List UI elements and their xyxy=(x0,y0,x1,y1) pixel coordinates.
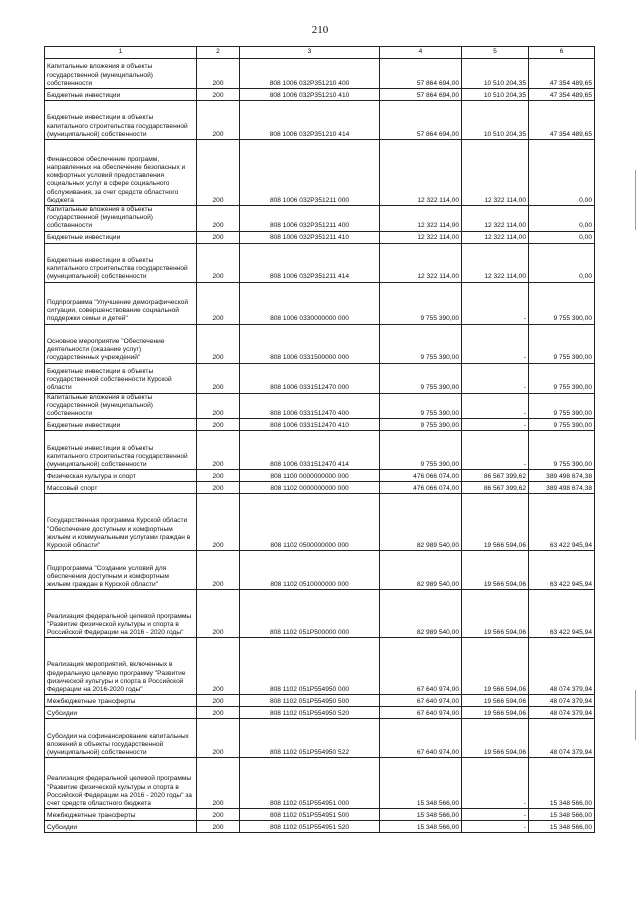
budget-code-cell: 808 1102 051P554950 500 xyxy=(240,695,380,707)
indicator-cell: 200 xyxy=(197,758,240,809)
indicator-cell: 200 xyxy=(197,590,240,638)
name-cell: Реализация федеральной целевой программы "Развитие физической культуры и спорта в Российской Федерации на 2016 - 2020 годы" xyxy=(45,590,197,638)
indicator-cell: 200 xyxy=(197,431,240,470)
indicator-cell: 200 xyxy=(197,821,240,833)
remaining-amount-cell: 9 755 390,00 xyxy=(529,363,595,393)
approved-amount-cell: 67 640 974,00 xyxy=(380,707,462,719)
approved-amount-cell: 12 322 114,00 xyxy=(380,206,462,232)
indicator-cell: 200 xyxy=(197,231,240,243)
approved-amount-cell: 67 640 974,00 xyxy=(380,695,462,707)
name-cell: Финансовое обеспечение программ, направленных на обеспечение безопасных и комфортных условий предоставления социальных услуг в сфере социального обслуживания, за счет средств областного бюджета xyxy=(45,140,197,206)
indicator-cell: 200 xyxy=(197,719,240,758)
executed-amount-cell: 10 510 204,35 xyxy=(462,59,529,89)
budget-table xyxy=(44,46,595,833)
name-cell: Реализация мероприятий, включенных в федеральную целевую программу "Развитие физической культуры и спорта в Российской Федерации на 2016-2020 годы" xyxy=(45,638,197,695)
approved-amount-cell: 57 864 694,00 xyxy=(380,89,462,101)
approved-amount-cell: 15 348 566,00 xyxy=(380,758,462,809)
approved-amount-cell: 9 755 390,00 xyxy=(380,324,462,363)
indicator-cell: 200 xyxy=(197,282,240,324)
remaining-amount-cell: 15 348 566,00 xyxy=(529,758,595,809)
name-cell: Основное мероприятие "Обеспечение деятельности (оказание услуг) государственных учреждений" xyxy=(45,324,197,363)
budget-code-cell: 808 1102 051P554950 000 xyxy=(240,638,380,695)
header-row xyxy=(45,47,595,59)
table-row xyxy=(45,470,595,482)
approved-amount-cell: 12 322 114,00 xyxy=(380,140,462,206)
table-row xyxy=(45,695,595,707)
indicator-cell: 200 xyxy=(197,707,240,719)
table-row xyxy=(45,707,595,719)
name-cell: Межбюджетные трансферты xyxy=(45,809,197,821)
approved-amount-cell: 476 066 074,00 xyxy=(380,482,462,494)
budget-code-cell: 808 1006 0331512470 400 xyxy=(240,393,380,419)
executed-amount-cell: 19 566 594,06 xyxy=(462,695,529,707)
executed-amount-cell: - xyxy=(462,282,529,324)
executed-amount-cell: 12 322 114,00 xyxy=(462,243,529,282)
approved-amount-cell: 82 989 540,00 xyxy=(380,590,462,638)
remaining-amount-cell: 47 354 489,65 xyxy=(529,89,595,101)
executed-amount-cell: 19 566 594,06 xyxy=(462,719,529,758)
table-row xyxy=(45,494,595,551)
remaining-amount-cell: 0,00 xyxy=(529,243,595,282)
name-cell: Бюджетные инвестиции в объекты государственной собственности Курской области xyxy=(45,363,197,393)
budget-code-cell: 808 1006 0330000000 000 xyxy=(240,282,380,324)
name-cell: Бюджетные инвестиции xyxy=(45,419,197,431)
table-row xyxy=(45,140,595,206)
budget-code-cell: 808 1102 0500000000 000 xyxy=(240,494,380,551)
approved-amount-cell: 9 755 390,00 xyxy=(380,419,462,431)
name-cell: Бюджетные инвестиции в объекты капитального строительства государственной (муниципальной) собственности xyxy=(45,431,197,470)
remaining-amount-cell: 9 755 390,00 xyxy=(529,419,595,431)
remaining-amount-cell: 47 354 489,65 xyxy=(529,101,595,140)
scan-edge-mark xyxy=(635,690,636,740)
remaining-amount-cell: 9 755 390,00 xyxy=(529,324,595,363)
remaining-amount-cell: 48 074 379,94 xyxy=(529,695,595,707)
name-cell: Физическая культура и спорт xyxy=(45,470,197,482)
remaining-amount-cell: 389 498 674,38 xyxy=(529,482,595,494)
approved-amount-cell: 67 640 974,00 xyxy=(380,638,462,695)
executed-amount-cell: - xyxy=(462,821,529,833)
header-cell-5: 5 xyxy=(462,47,529,59)
approved-amount-cell: 15 348 566,00 xyxy=(380,821,462,833)
name-cell: Бюджетные инвестиции xyxy=(45,231,197,243)
executed-amount-cell: 12 322 114,00 xyxy=(462,206,529,232)
remaining-amount-cell: 9 755 390,00 xyxy=(529,393,595,419)
table-row xyxy=(45,821,595,833)
executed-amount-cell: 19 566 594,06 xyxy=(462,551,529,590)
remaining-amount-cell: 47 354 489,65 xyxy=(529,59,595,89)
table-row xyxy=(45,482,595,494)
indicator-cell: 200 xyxy=(197,140,240,206)
table-row xyxy=(45,809,595,821)
executed-amount-cell: - xyxy=(462,758,529,809)
budget-code-cell: 808 1102 0000000000 000 xyxy=(240,482,380,494)
executed-amount-cell: 10 510 204,35 xyxy=(462,101,529,140)
name-cell: Бюджетные инвестиции xyxy=(45,89,197,101)
executed-amount-cell: - xyxy=(462,431,529,470)
budget-code-cell: 808 1102 051P554951 520 xyxy=(240,821,380,833)
executed-amount-cell: 19 566 594,06 xyxy=(462,707,529,719)
indicator-cell: 200 xyxy=(197,59,240,89)
approved-amount-cell: 476 066 074,00 xyxy=(380,470,462,482)
approved-amount-cell: 15 348 566,00 xyxy=(380,809,462,821)
approved-amount-cell: 9 755 390,00 xyxy=(380,393,462,419)
name-cell: Субсидии xyxy=(45,707,197,719)
budget-code-cell: 808 1102 051P554951 500 xyxy=(240,809,380,821)
budget-code-cell: 808 1006 0331512470 000 xyxy=(240,363,380,393)
remaining-amount-cell: 48 074 379,94 xyxy=(529,707,595,719)
approved-amount-cell: 9 755 390,00 xyxy=(380,363,462,393)
table-row xyxy=(45,206,595,232)
remaining-amount-cell: 15 348 566,00 xyxy=(529,809,595,821)
page-number: 210 xyxy=(311,24,329,36)
header-cell-2: 2 xyxy=(197,47,240,59)
executed-amount-cell: 12 322 114,00 xyxy=(462,140,529,206)
indicator-cell: 200 xyxy=(197,419,240,431)
executed-amount-cell: 86 567 399,62 xyxy=(462,482,529,494)
table-body xyxy=(45,59,595,833)
indicator-cell: 200 xyxy=(197,494,240,551)
budget-code-cell: 808 1102 051P554950 522 xyxy=(240,719,380,758)
name-cell: Субсидии на софинансирование капитальных вложений в объекты государственной (муниципальной) собственности xyxy=(45,719,197,758)
header-cell-3: 3 xyxy=(240,47,380,59)
budget-code-cell: 808 1102 0510000000 000 xyxy=(240,551,380,590)
remaining-amount-cell: 63 422 945,94 xyxy=(529,590,595,638)
remaining-amount-cell: 63 422 945,94 xyxy=(529,551,595,590)
indicator-cell: 200 xyxy=(197,206,240,232)
name-cell: Подпрограмма "Улучшение демографической ситуации, совершенствование социальной поддержки семьи и детей" xyxy=(45,282,197,324)
budget-code-cell: 808 1102 051P554951 000 xyxy=(240,758,380,809)
budget-code-cell: 808 1006 032P351210 414 xyxy=(240,101,380,140)
budget-code-cell: 808 1006 032P351211 410 xyxy=(240,231,380,243)
table-row xyxy=(45,393,595,419)
executed-amount-cell: 12 322 114,00 xyxy=(462,231,529,243)
table-row xyxy=(45,101,595,140)
indicator-cell: 200 xyxy=(197,809,240,821)
approved-amount-cell: 57 864 694,00 xyxy=(380,101,462,140)
name-cell: Государственная программа Курской области "Обеспечение доступным и комфортным жильем и коммунальными услугами граждан в Курской области" xyxy=(45,494,197,551)
table-row xyxy=(45,243,595,282)
name-cell: Капитальные вложения в объекты государственной (муниципальной) собственности xyxy=(45,206,197,232)
approved-amount-cell: 67 640 974,00 xyxy=(380,719,462,758)
executed-amount-cell: 19 566 594,06 xyxy=(462,494,529,551)
budget-code-cell: 808 1006 0331500000 000 xyxy=(240,324,380,363)
executed-amount-cell: 19 566 594,06 xyxy=(462,590,529,638)
budget-code-cell: 808 1006 0331512470 410 xyxy=(240,419,380,431)
table-row xyxy=(45,59,595,89)
name-cell: Реализация федеральной целевой программы "Развитие физической культуры и спорта в Российской Федерации на 2016 - 2020 годы" за счет средств областного бюджета xyxy=(45,758,197,809)
indicator-cell: 200 xyxy=(197,363,240,393)
approved-amount-cell: 12 322 114,00 xyxy=(380,243,462,282)
remaining-amount-cell: 0,00 xyxy=(529,231,595,243)
approved-amount-cell: 9 755 390,00 xyxy=(380,282,462,324)
header-cell-4: 4 xyxy=(380,47,462,59)
remaining-amount-cell: 0,00 xyxy=(529,206,595,232)
header-cell-6: 6 xyxy=(529,47,595,59)
budget-code-cell: 808 1006 032P351211 000 xyxy=(240,140,380,206)
table-row xyxy=(45,719,595,758)
table-row xyxy=(45,363,595,393)
table-row xyxy=(45,231,595,243)
executed-amount-cell: - xyxy=(462,393,529,419)
approved-amount-cell: 82 989 540,00 xyxy=(380,551,462,590)
approved-amount-cell: 9 755 390,00 xyxy=(380,431,462,470)
table-header xyxy=(45,47,595,59)
indicator-cell: 200 xyxy=(197,551,240,590)
approved-amount-cell: 57 864 694,00 xyxy=(380,59,462,89)
executed-amount-cell: - xyxy=(462,363,529,393)
indicator-cell: 200 xyxy=(197,101,240,140)
indicator-cell: 200 xyxy=(197,482,240,494)
indicator-cell: 200 xyxy=(197,324,240,363)
budget-code-cell: 808 1100 0000000000 000 xyxy=(240,470,380,482)
name-cell: Бюджетные инвестиции в объекты капитального строительства государственной (муниципальной) собственности xyxy=(45,243,197,282)
remaining-amount-cell: 9 755 390,00 xyxy=(529,431,595,470)
table-row xyxy=(45,419,595,431)
budget-code-cell: 808 1006 032P351211 414 xyxy=(240,243,380,282)
table-row xyxy=(45,551,595,590)
remaining-amount-cell: 48 074 379,94 xyxy=(529,638,595,695)
remaining-amount-cell: 48 074 379,94 xyxy=(529,719,595,758)
budget-code-cell: 808 1006 032P351211 400 xyxy=(240,206,380,232)
scan-edge-mark xyxy=(635,170,636,230)
indicator-cell: 200 xyxy=(197,393,240,419)
executed-amount-cell: 10 510 204,35 xyxy=(462,89,529,101)
name-cell: Межбюджетные трансферты xyxy=(45,695,197,707)
remaining-amount-cell: 389 498 674,38 xyxy=(529,470,595,482)
executed-amount-cell: 19 566 594,06 xyxy=(462,638,529,695)
remaining-amount-cell: 15 348 566,00 xyxy=(529,821,595,833)
approved-amount-cell: 12 322 114,00 xyxy=(380,231,462,243)
table-row xyxy=(45,324,595,363)
remaining-amount-cell: 9 755 390,00 xyxy=(529,282,595,324)
executed-amount-cell: - xyxy=(462,419,529,431)
approved-amount-cell: 82 989 540,00 xyxy=(380,494,462,551)
name-cell: Бюджетные инвестиции в объекты капитального строительства государственной (муниципальной) собственности xyxy=(45,101,197,140)
executed-amount-cell: - xyxy=(462,324,529,363)
remaining-amount-cell: 63 422 945,94 xyxy=(529,494,595,551)
name-cell: Субсидии xyxy=(45,821,197,833)
budget-code-cell: 808 1006 0331512470 414 xyxy=(240,431,380,470)
name-cell: Капитальные вложения в объекты государственной (муниципальной) собственности xyxy=(45,59,197,89)
indicator-cell: 200 xyxy=(197,470,240,482)
budget-code-cell: 808 1102 051P554950 520 xyxy=(240,707,380,719)
budget-code-cell: 808 1006 032P351210 400 xyxy=(240,59,380,89)
executed-amount-cell: - xyxy=(462,809,529,821)
budget-code-cell: 808 1006 032P351210 410 xyxy=(240,89,380,101)
table-row xyxy=(45,431,595,470)
table-row xyxy=(45,89,595,101)
table-row xyxy=(45,282,595,324)
table-row xyxy=(45,590,595,638)
table-row xyxy=(45,758,595,809)
name-cell: Подпрограмма "Создание условий для обеспечения доступным и комфортным жильем граждан в Курской области" xyxy=(45,551,197,590)
indicator-cell: 200 xyxy=(197,638,240,695)
budget-code-cell: 808 1102 051P500000 000 xyxy=(240,590,380,638)
name-cell: Капитальные вложения в объекты государственной (муниципальной) собственности xyxy=(45,393,197,419)
indicator-cell: 200 xyxy=(197,89,240,101)
header-cell-1: 1 xyxy=(45,47,197,59)
indicator-cell: 200 xyxy=(197,243,240,282)
table-row xyxy=(45,638,595,695)
indicator-cell: 200 xyxy=(197,695,240,707)
executed-amount-cell: 86 567 399,62 xyxy=(462,470,529,482)
remaining-amount-cell: 0,00 xyxy=(529,140,595,206)
name-cell: Массовый спорт xyxy=(45,482,197,494)
